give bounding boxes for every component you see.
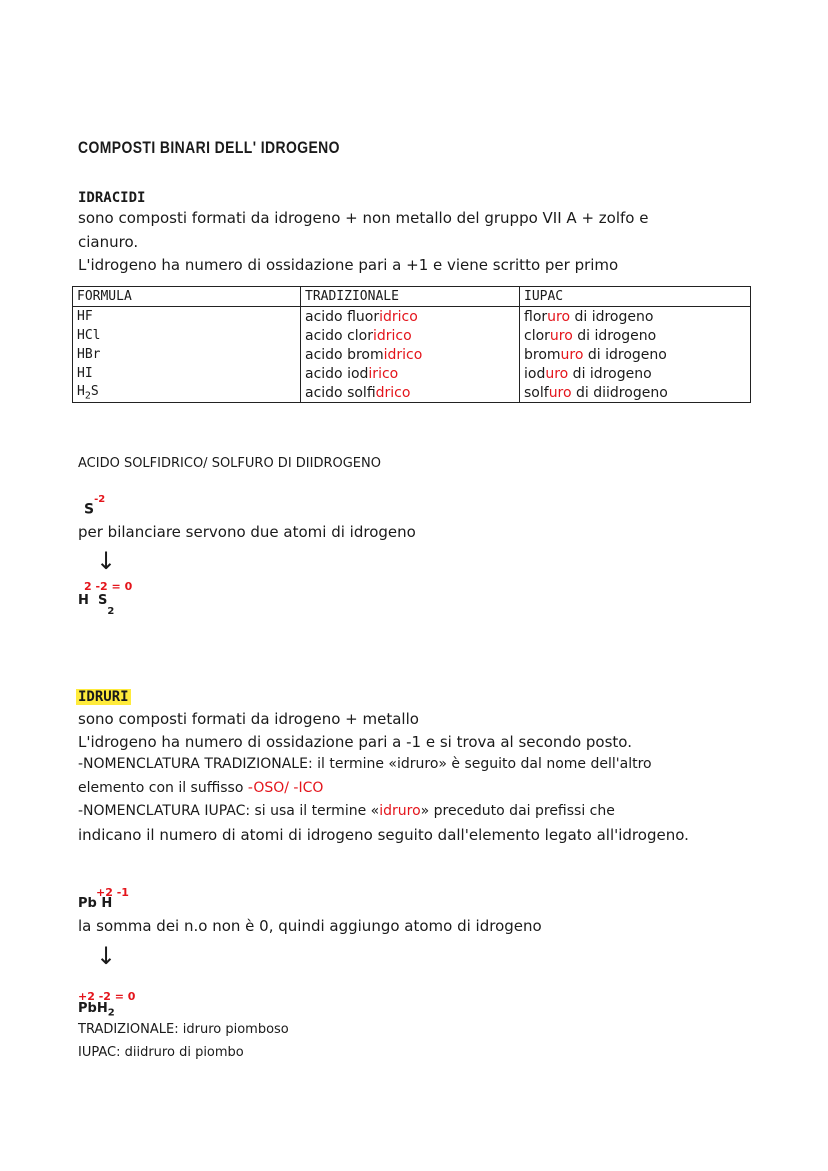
- table-row: [73, 307, 751, 327]
- idruri-line-4: elemento con il suffisso -OSO/ -ICO: [78, 780, 324, 796]
- table-row: [73, 364, 751, 383]
- idruri-line-6: indicano il numero di atomi di idrogeno seguito dall'elemento legato all'idrogeno.: [78, 826, 689, 844]
- piombo-note: la somma dei n.o non è 0, quindi aggiungo atomo di idrogeno: [78, 917, 542, 935]
- idruri-line-3: -NOMENCLATURA TRADIZIONALE: il termine «idruro» è seguito dal nome dell'altro: [78, 756, 652, 772]
- cell-tradizionale: acido iodirico: [301, 364, 520, 383]
- idruri-heading: IDRURI: [78, 689, 129, 705]
- cell-iupac: bromuro di idrogeno: [520, 345, 751, 364]
- piombo-formula: Pb H: [78, 896, 113, 911]
- piombo-tradizionale: TRADIZIONALE: idruro piomboso: [78, 1022, 289, 1037]
- header-iupac: IUPAC: [520, 287, 751, 307]
- table-row: [73, 326, 751, 345]
- header-tradizionale: TRADIZIONALE: [301, 287, 520, 307]
- cell-iupac: ioduro di idrogeno: [520, 364, 751, 383]
- cell-formula: HF: [73, 307, 301, 327]
- table-header-row: [73, 287, 751, 307]
- header-formula: FORMULA: [73, 287, 301, 307]
- piombo-calc: +2 -2 = 0: [78, 990, 136, 1003]
- idracidi-line-3: L'idrogeno ha numero di ossidazione pari a +1 e viene scritto per primo: [78, 256, 619, 274]
- idruri-line-2: L'idrogeno ha numero di ossidazione pari a -1 e si trova al secondo posto.: [78, 733, 632, 751]
- table-row: [73, 383, 751, 403]
- idruri-line-5: -NOMENCLATURA IUPAC: si usa il termine «idruro» preceduto dai prefissi che: [78, 803, 615, 819]
- cell-tradizionale: acido bromidrico: [301, 345, 520, 364]
- sulfide-ion: $S^{-2}$: [84, 494, 106, 518]
- cell-iupac: cloruro di idrogeno: [520, 326, 751, 345]
- solfidrico-heading: ACIDO SOLFIDRICO/ SOLFURO DI DIIDROGENO: [78, 456, 381, 471]
- piombo-formula-balanced: PbH$_2$: [78, 1001, 115, 1019]
- idracidi-table: [72, 286, 751, 403]
- cell-tradizionale: acido cloridrico: [301, 326, 520, 345]
- idracidi-line-1: sono composti formati da idrogeno + non metallo del gruppo VII A + zolfo e: [78, 209, 649, 227]
- cell-tradizionale: acido solfidrico: [301, 383, 520, 403]
- page-title: COMPOSTI BINARI DELL' IDROGENO: [78, 138, 340, 157]
- cell-tradizionale: acido fluoridrico: [301, 307, 520, 327]
- cell-iupac: floruro di idrogeno: [520, 307, 751, 327]
- cell-formula: HCl: [73, 326, 301, 345]
- cell-formula: $H_2S$: [73, 383, 301, 403]
- cell-formula: HI: [73, 364, 301, 383]
- cell-formula: HBr: [73, 345, 301, 364]
- down-arrow-icon: ↓: [96, 942, 117, 970]
- piombo-iupac: IUPAC: diidruro di piombo: [78, 1045, 244, 1060]
- solfidrico-calc: 2 -2 = 0: [84, 580, 133, 593]
- cell-iupac: solfuro di diidrogeno: [520, 383, 751, 403]
- solfidrico-note: per bilanciare servono due atomi di idrogeno: [78, 523, 416, 541]
- idruri-line-1: sono composti formati da idrogeno + metallo: [78, 710, 419, 728]
- idracidi-line-2: cianuro.: [78, 233, 139, 251]
- down-arrow-icon: ↓: [96, 547, 117, 575]
- piombo-ox-numbers: +2 -1: [96, 886, 129, 899]
- idracidi-heading: IDRACIDI: [78, 190, 146, 206]
- table-row: [73, 345, 751, 364]
- solfidrico-formula: H $S_2$: [78, 593, 115, 617]
